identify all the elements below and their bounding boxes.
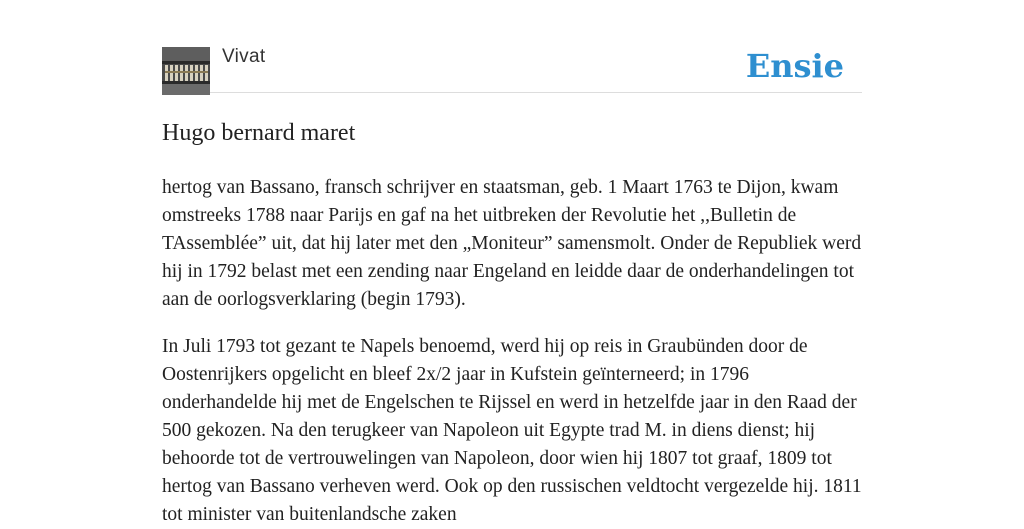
page-title: Hugo bernard maret — [162, 120, 356, 146]
source-name[interactable]: Vivat — [222, 46, 266, 67]
paragraph: hertog van Bassano, fransch schrijver en staatsman, geb. 1 Maart 1763 te Dijon, kwam omstreeks 1788 naar Parijs en gaf na het uitbreken der Revolutie het ,,Bulletin de TAssemblée” uit, dat hij later met den „Moniteur” samensmolt. Onder de Republiek werd hij in 1792 belast met een zending naar Engeland en leidde daar de onderhandelingen tot aan de oorlogsverklaring (begin 1793). — [162, 176, 862, 310]
article-body — [162, 174, 862, 529]
avatar[interactable] — [162, 47, 210, 95]
header — [162, 0, 862, 93]
article-page — [162, 0, 862, 525]
book-spines-icon — [162, 47, 210, 95]
brand-logo[interactable]: Ensie — [745, 47, 844, 85]
paragraph: In Juli 1793 tot gezant te Napels benoemd, werd hij op reis in Graubünden door de Oostenrijkers opgelicht en bleef 2x/2 jaar in Kufstein geïnterneerd; in 1796 onderhandelde hij met de Engelschen te Rijssel en werd in hetzelfde jaar in den Raad der 500 gekozen. Na den terugkeer van Napoleon uit Egypte trad M. in diens dienst; hij behoorde tot de vertrouwelingen van Napoleon, door wien hij 1807 tot graaf, 1809 tot hertog van Bassano verheven werd. Ook op den russischen veldtocht vergezelde hij. 1811 tot minister van buitenlandsche zaken — [162, 335, 862, 525]
